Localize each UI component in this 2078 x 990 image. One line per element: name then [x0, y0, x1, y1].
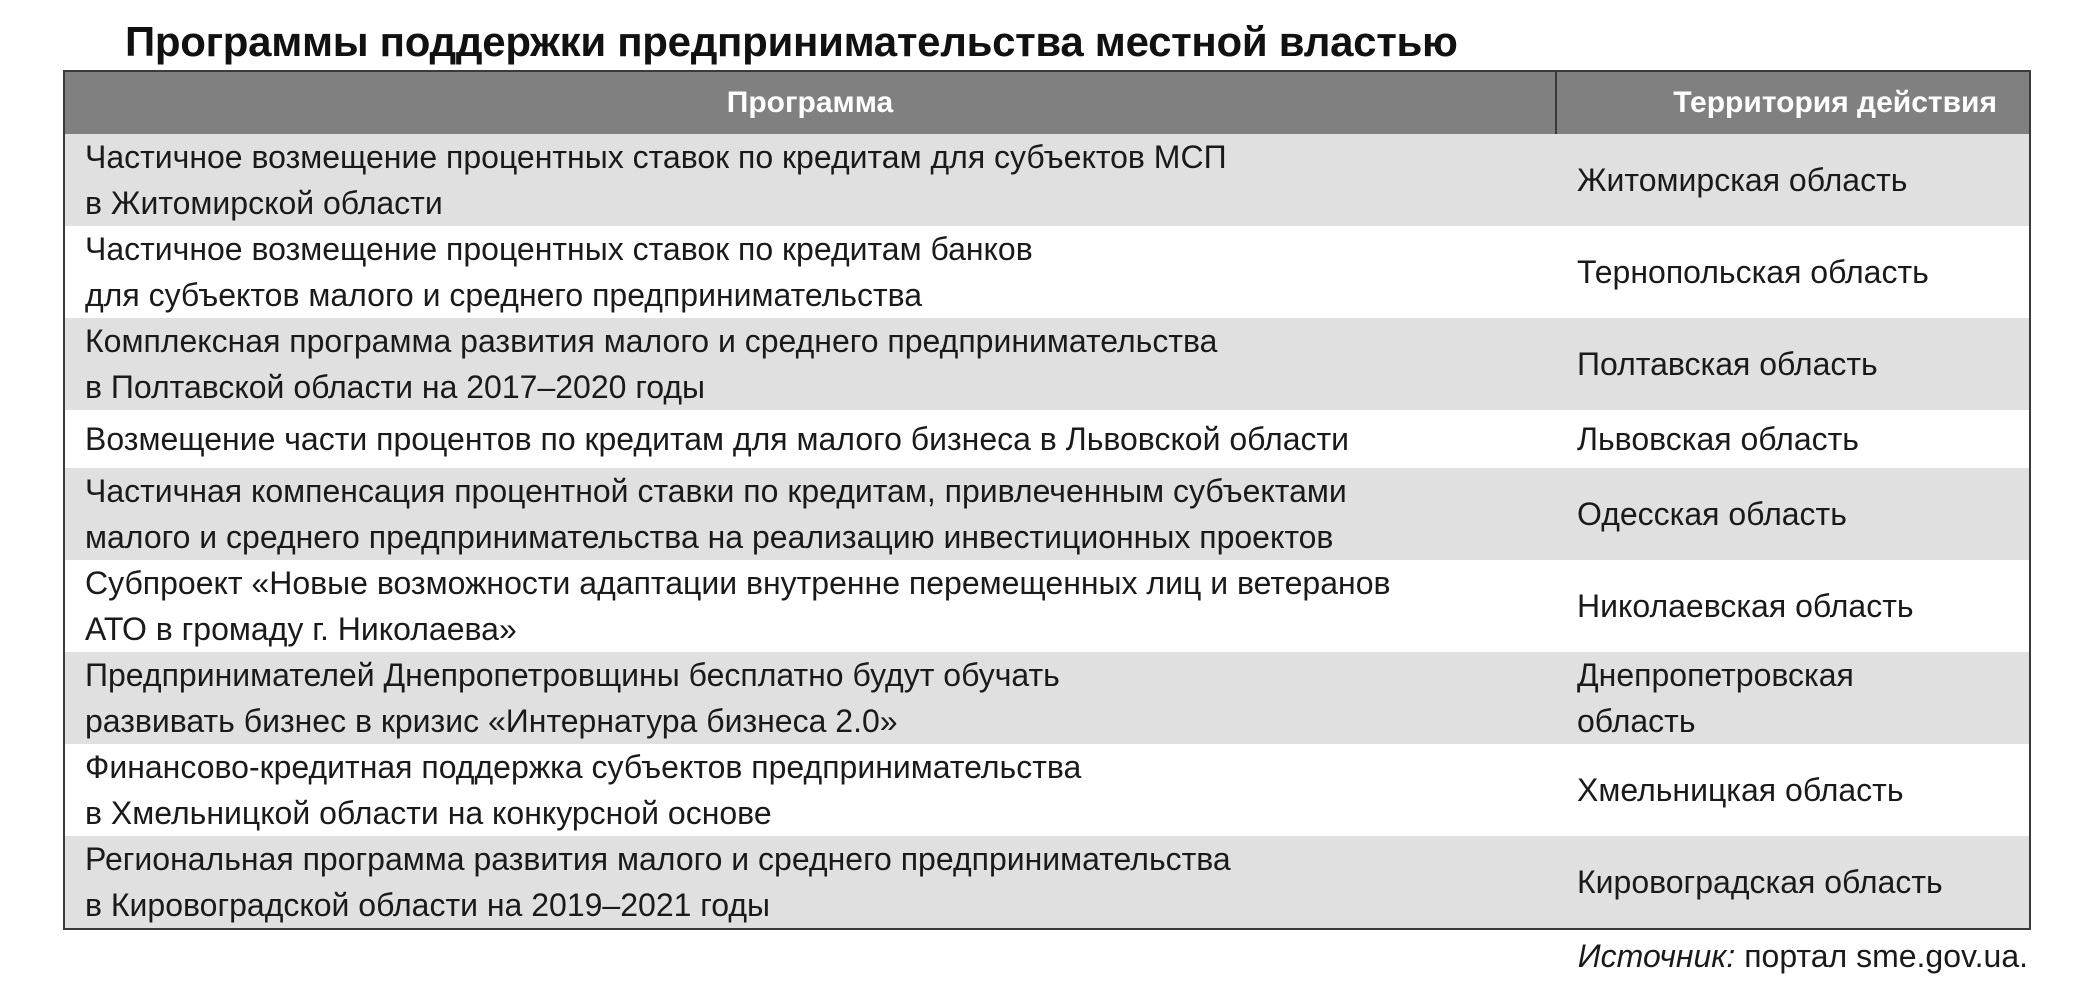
program-line: Финансово-кредитная поддержка субъектов предпринимательства	[85, 749, 1082, 785]
program-line: Возмещение части процентов по кредитам для малого бизнеса в Львовской области	[85, 421, 1350, 457]
program-line: АТО в громаду г. Николаева»	[85, 611, 517, 647]
program-line: в Житомирской области	[85, 185, 443, 221]
program-cell	[65, 744, 1557, 836]
header-program: Программа	[65, 72, 1557, 134]
program-line: в Полтавской области на 2017–2020 годы	[85, 369, 706, 405]
table-row	[65, 134, 2029, 226]
program-cell	[65, 560, 1557, 652]
program-cell	[65, 836, 1557, 928]
programs-table	[63, 70, 2031, 930]
program-cell	[65, 226, 1557, 318]
territory-line: область	[1577, 703, 1696, 739]
program-line: Предпринимателей Днепропетровщины бесплатно будут обучать	[85, 657, 1060, 693]
table-row	[65, 652, 2029, 744]
territory-cell	[1557, 652, 2029, 744]
territory-line: Кировоградская область	[1577, 864, 1943, 900]
program-line: Региональная программа развития малого и среднего предпринимательства	[85, 841, 1231, 877]
header-territory: Территория действия	[1673, 86, 1997, 119]
table-row	[65, 468, 2029, 560]
territory-cell	[1557, 560, 2029, 652]
program-line: Частичное возмещение процентных ставок по кредитам для субъектов МСП	[85, 139, 1227, 175]
table-row	[65, 410, 2029, 468]
source-label: Источник:	[1577, 938, 1736, 974]
territory-line: Житомирская область	[1577, 162, 1908, 198]
territory-line: Львовская область	[1577, 421, 1859, 457]
territory-cell	[1557, 318, 2029, 410]
program-line: в Хмельницкой области на конкурсной основе	[85, 795, 772, 831]
territory-line: Хмельницкая область	[1577, 772, 1904, 808]
program-line: Частичное возмещение процентных ставок по кредитам банков	[85, 231, 1033, 267]
program-cell	[65, 468, 1557, 560]
source-note	[1578, 938, 2028, 975]
program-cell	[65, 134, 1557, 226]
territory-cell	[1557, 744, 2029, 836]
program-cell	[65, 318, 1557, 410]
territory-cell	[1557, 134, 2029, 226]
territory-line: Тернопольская область	[1577, 254, 1929, 290]
table-header	[65, 72, 2029, 134]
program-line: развивать бизнес в кризис «Интернатура бизнеса 2.0»	[85, 703, 898, 739]
table-row	[65, 318, 2029, 410]
program-line: Комплексная программа развития малого и среднего предпринимательства	[85, 323, 1218, 359]
program-cell	[65, 652, 1557, 744]
territory-cell	[1557, 410, 2029, 468]
table-row	[65, 744, 2029, 836]
territory-cell	[1557, 836, 2029, 928]
program-line: в Кировоградской области на 2019–2021 годы	[85, 887, 771, 923]
territory-cell	[1557, 226, 2029, 318]
territory-line: Днепропетровская	[1577, 657, 1854, 693]
territory-cell	[1557, 468, 2029, 560]
territory-line: Одесская область	[1577, 496, 1847, 532]
program-line: Субпроект «Новые возможности адаптации внутренне перемещенных лиц и ветеранов	[85, 565, 1391, 601]
territory-line: Полтавская область	[1577, 346, 1878, 382]
table-row	[65, 836, 2029, 928]
page-title: Программы поддержки предпринимательства местной властью	[125, 18, 1458, 65]
table-row	[65, 560, 2029, 652]
program-line: малого и среднего предпринимательства на реализацию инвестиционных проектов	[85, 519, 1334, 555]
territory-line: Николаевская область	[1577, 588, 1914, 624]
table-row	[65, 226, 2029, 318]
program-line: Частичная компенсация процентной ставки по кредитам, привлеченным субъектами	[85, 473, 1347, 509]
program-line: для субъектов малого и среднего предпринимательства	[85, 277, 923, 313]
table-body	[65, 134, 2029, 928]
program-cell	[65, 410, 1557, 468]
source-text: портал sme.gov.ua.	[1735, 938, 2028, 974]
